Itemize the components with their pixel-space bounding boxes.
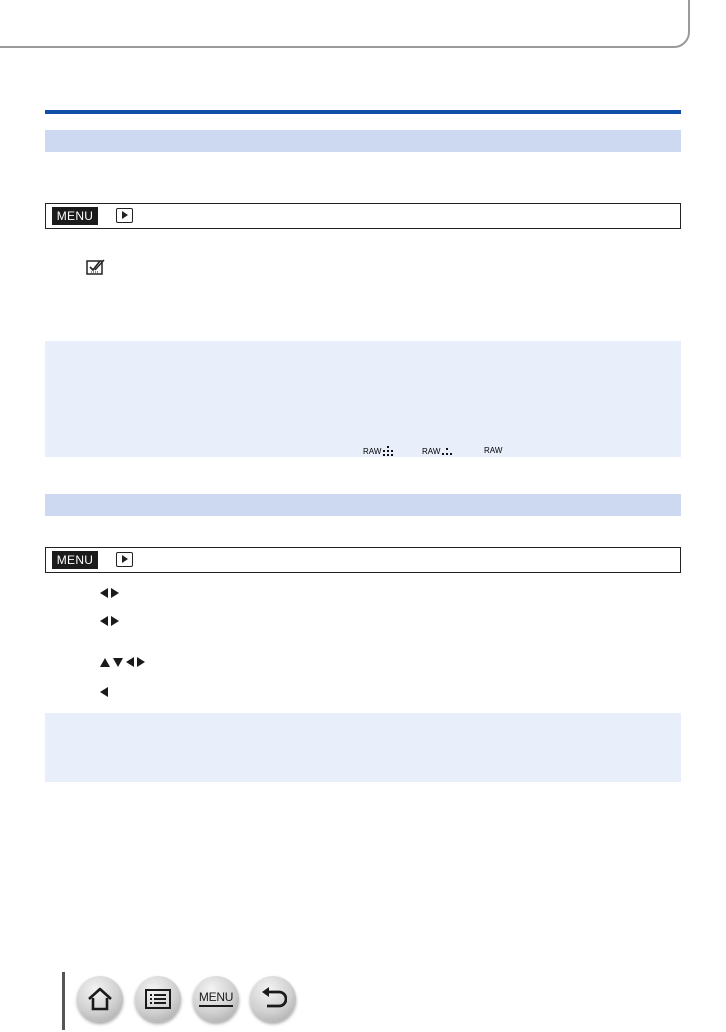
menu-button[interactable]	[193, 976, 239, 1022]
menu-badge: MENU	[52, 207, 98, 225]
contents-list-icon	[144, 988, 172, 1010]
raw-only-label	[484, 446, 502, 455]
raw-standard-label	[422, 446, 452, 456]
up-arrow-icon	[100, 658, 110, 667]
raw-fine-label	[363, 446, 393, 456]
heading-rule	[45, 110, 681, 114]
raw-text: RAW	[363, 447, 382, 456]
menu-path-bar-2	[45, 547, 681, 573]
right-arrow-icon	[111, 588, 119, 598]
note-box-1	[45, 341, 681, 457]
playback-icon	[116, 208, 133, 223]
down-arrow-icon	[113, 658, 123, 667]
home-button[interactable]	[77, 976, 123, 1022]
quality-fine-icon	[383, 446, 393, 456]
right-arrow-icon	[137, 657, 145, 667]
edit-check-icon	[86, 258, 106, 276]
contents-button[interactable]	[135, 976, 181, 1022]
quality-standard-icon	[442, 446, 452, 456]
back-icon	[259, 987, 287, 1011]
footer-divider	[62, 972, 65, 1030]
page-header-frame	[0, 0, 690, 48]
left-right-arrows-icon	[100, 586, 119, 600]
left-arrow-icon	[100, 687, 108, 697]
four-way-arrows-icon	[100, 655, 145, 669]
home-icon	[86, 986, 114, 1012]
menu-path-bar-1	[45, 203, 681, 229]
menu-badge: MENU	[52, 551, 98, 569]
playback-icon	[116, 552, 133, 567]
right-arrow-icon	[111, 616, 119, 626]
menu-button-label: MENU	[199, 991, 233, 1007]
raw-text: RAW	[422, 447, 441, 456]
left-arrow-icon	[100, 588, 108, 598]
left-arrow-icon	[100, 616, 108, 626]
note-box-2	[45, 713, 681, 782]
section-header-band-1	[45, 130, 681, 152]
left-arrow-icon	[126, 657, 134, 667]
back-button[interactable]	[250, 976, 296, 1022]
left-arrow-row	[100, 685, 108, 699]
left-right-arrows-icon	[100, 614, 119, 628]
raw-text: RAW	[484, 446, 503, 455]
section-header-band-2	[45, 494, 681, 516]
